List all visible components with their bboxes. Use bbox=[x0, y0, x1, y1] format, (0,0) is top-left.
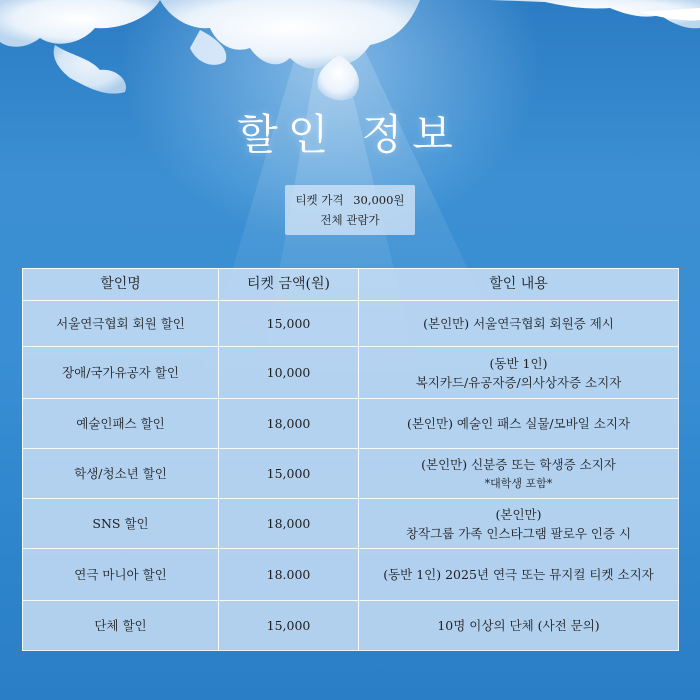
discount-name: 단체 할인 bbox=[23, 601, 219, 651]
ticket-price-label: 티켓 가격 bbox=[295, 193, 344, 207]
discount-name: SNS 할인 bbox=[23, 499, 219, 549]
discount-name: 서울연극협회 회원 할인 bbox=[23, 301, 219, 347]
detail-line-1: (본인만) 서울연극협회 회원증 제시 bbox=[423, 316, 614, 331]
discount-detail bbox=[359, 347, 679, 399]
table-row bbox=[23, 301, 679, 347]
discount-table-container bbox=[22, 268, 678, 650]
discount-name: 학생/청소년 할인 bbox=[23, 449, 219, 499]
detail-line-1: (본인만) bbox=[495, 506, 542, 522]
detail-line-2: *대학생 포함* bbox=[484, 476, 553, 490]
ticket-info-box bbox=[285, 185, 415, 235]
discount-detail bbox=[359, 399, 679, 449]
ticket-price-value: 30,000원 bbox=[353, 193, 405, 207]
discount-detail bbox=[359, 301, 679, 347]
discount-detail bbox=[359, 549, 679, 601]
detail-line-2: 복지카드/유공자증/의사상자증 소지자 bbox=[415, 374, 622, 390]
ticket-price-row bbox=[285, 190, 415, 210]
discount-detail bbox=[359, 499, 679, 549]
discount-detail bbox=[359, 449, 679, 499]
discount-table bbox=[22, 268, 679, 651]
page-title: 할인 정보 bbox=[237, 110, 463, 159]
table-row bbox=[23, 499, 679, 549]
detail-line-1: (동반 1인) 2025년 연극 또는 뮤지컬 티켓 소지자 bbox=[383, 567, 654, 582]
table-row bbox=[23, 549, 679, 601]
table-row bbox=[23, 399, 679, 449]
detail-line-1: (동반 1인) bbox=[489, 355, 548, 371]
table-row bbox=[23, 449, 679, 499]
discount-detail bbox=[359, 601, 679, 651]
detail-line-1: 10명 이상의 단체 (사전 문의) bbox=[437, 618, 600, 633]
header-discount-name: 할인명 bbox=[23, 269, 219, 301]
table-header-row bbox=[23, 269, 679, 301]
discount-amount: 15,000 bbox=[219, 301, 359, 347]
ticket-rating: 전체 관람가 bbox=[320, 213, 380, 227]
detail-line-1: (본인만) 예술인 패스 실물/모바일 소지자 bbox=[406, 416, 631, 431]
discount-name: 예술인패스 할인 bbox=[23, 399, 219, 449]
table-row bbox=[23, 601, 679, 651]
discount-amount: 15,000 bbox=[219, 449, 359, 499]
discount-amount: 18,000 bbox=[219, 499, 359, 549]
discount-amount: 18,000 bbox=[219, 399, 359, 449]
discount-amount: 10,000 bbox=[219, 347, 359, 399]
detail-line-2: 창작그룹 가족 인스타그램 팔로우 인증 시 bbox=[405, 525, 632, 541]
header-ticket-amount: 티켓 금액(원) bbox=[219, 269, 359, 301]
header-discount-detail: 할인 내용 bbox=[359, 269, 679, 301]
discount-amount: 18.000 bbox=[219, 549, 359, 601]
discount-amount: 15,000 bbox=[219, 601, 359, 651]
detail-line-1: (본인만) 신분증 또는 학생증 소지자 bbox=[421, 456, 616, 472]
discount-name: 연극 마니아 할인 bbox=[23, 549, 219, 601]
table-row bbox=[23, 347, 679, 399]
discount-name: 장애/국가유공자 할인 bbox=[23, 347, 219, 399]
